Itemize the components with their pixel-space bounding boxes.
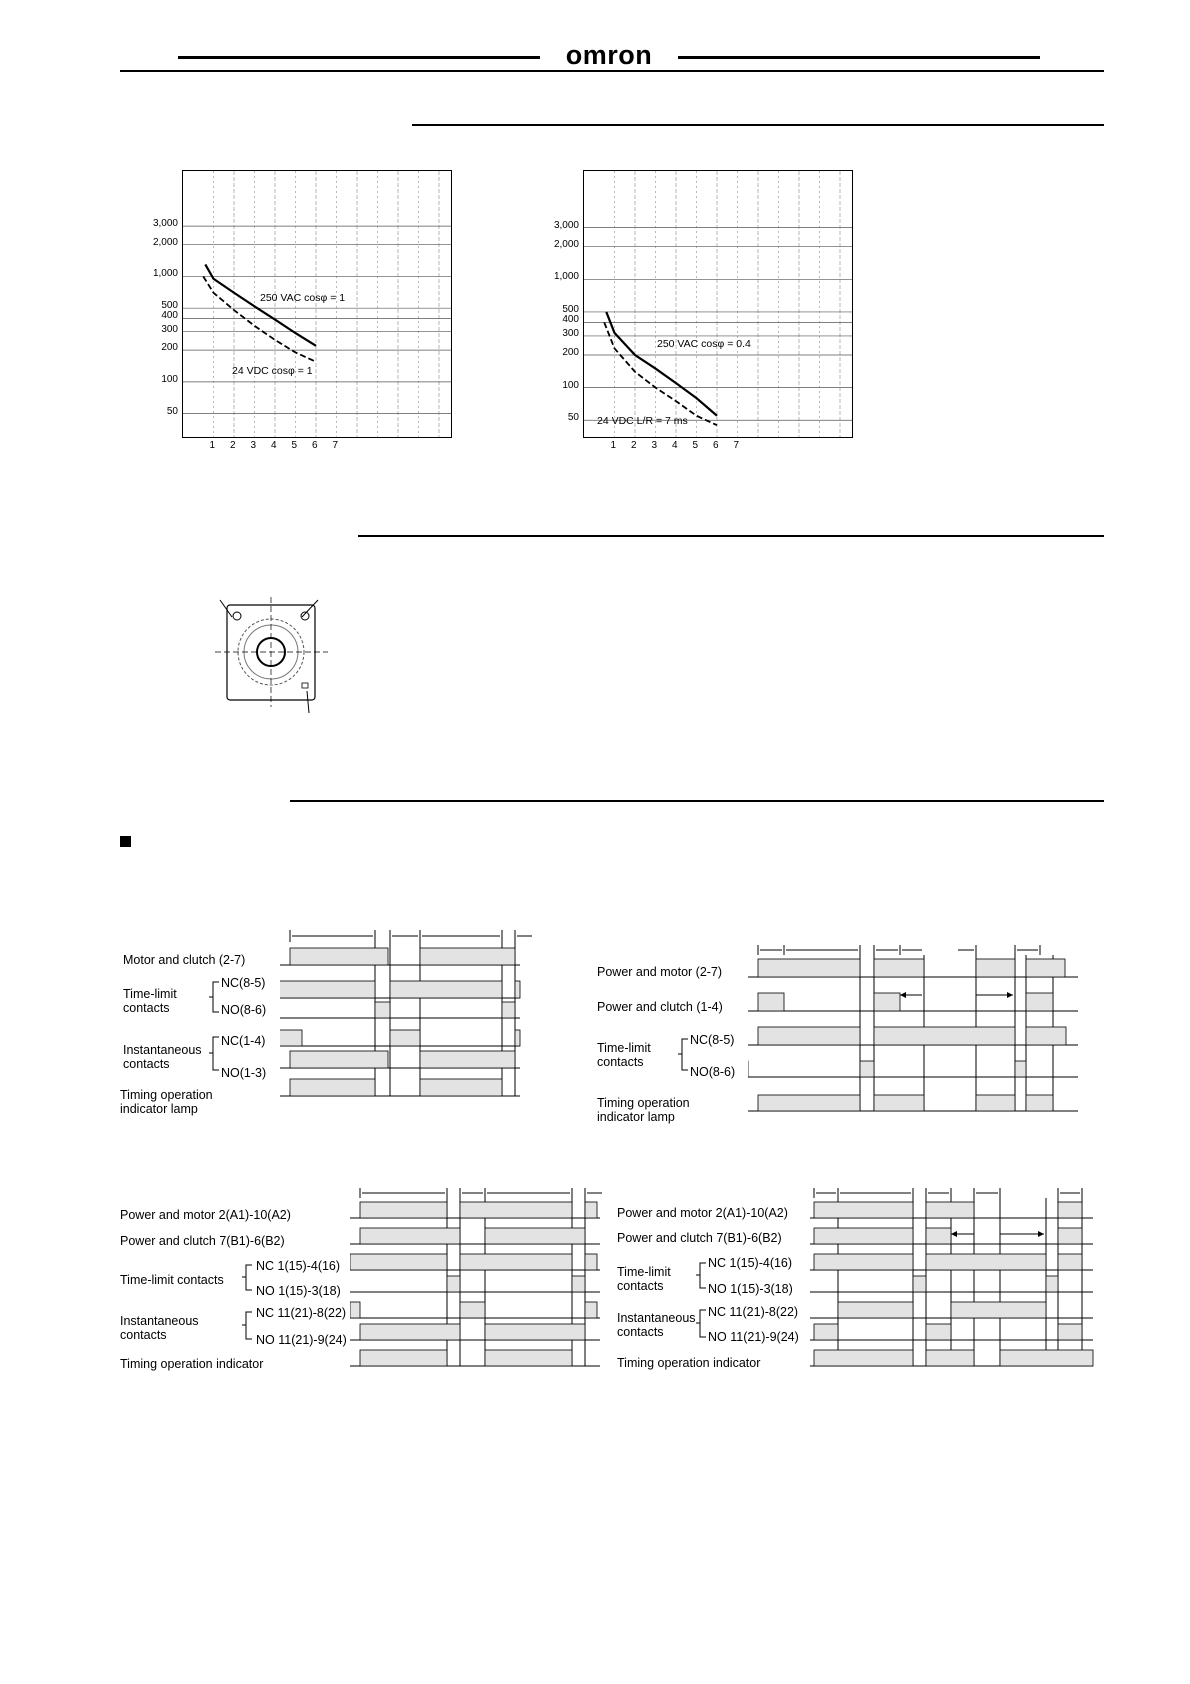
chart-1-ytick: 500 — [161, 300, 178, 312]
chart-1-xtick: 2 — [230, 440, 236, 451]
section-rule-1 — [412, 124, 1104, 126]
timing-chart-c — [350, 1188, 610, 1378]
chart-1-ytick: 300 — [161, 323, 178, 335]
timing-chart-b — [748, 945, 1078, 1125]
timing-d-label-no-11-21-9-24: NO 11(21)-9(24) — [708, 1330, 799, 1344]
chart-1-xtick: 4 — [271, 440, 277, 451]
chart-1-ytick: 2,000 — [152, 236, 178, 248]
timing-b-label-indicator: Timing operation — [597, 1096, 690, 1110]
chart-2-xtick: 1 — [610, 440, 617, 451]
chart-2-plot — [584, 171, 852, 437]
chart-2-ytick: 1,000 — [553, 271, 579, 283]
chart-1-annotation-ac: 250 VAC cosφ = 1 — [260, 292, 346, 304]
chart-2-xtick: 2 — [631, 440, 637, 451]
chart-2-ytick: 100 — [562, 379, 579, 391]
timing-b-label-indicator-lamp: indicator lamp — [597, 1110, 675, 1124]
timing-b-label-time-limit-contacts: contacts — [597, 1055, 644, 1069]
chart-2-ytick: 2,000 — [553, 238, 579, 250]
timing-d-label-power-motor: Power and motor 2(A1)-10(A2) — [617, 1206, 788, 1220]
timing-c-label-no-1-15-3-18: NO 1(15)-3(18) — [256, 1284, 341, 1298]
timing-c-label-power-clutch: Power and clutch 7(B1)-6(B2) — [120, 1234, 285, 1248]
chart-2-ytick: 3,000 — [553, 219, 579, 231]
timing-d-label-instantaneous: Instantaneous — [617, 1311, 696, 1325]
timing-c-label-instantaneous-contacts: contacts — [120, 1328, 167, 1342]
section-bullet — [120, 836, 131, 847]
timing-b-label-power-clutch: Power and clutch (1-4) — [597, 1000, 723, 1014]
timing-chart-a — [280, 930, 540, 1130]
chart-1-ytick: 400 — [161, 310, 178, 322]
timing-b-label-no-8-6: NO(8-6) — [690, 1065, 736, 1079]
timing-a-label-time-limit-contacts: contacts — [123, 1001, 170, 1015]
header-rule-right — [678, 56, 1040, 59]
chart-1-ytick: 200 — [161, 342, 178, 354]
timing-d-label-no-1-15-3-18: NO 1(15)-3(18) — [708, 1282, 793, 1296]
chart-1-xtick: 3 — [250, 440, 257, 451]
chart-2-ytick: 400 — [562, 314, 579, 326]
timing-c-label-no-11-21-9-24: NO 11(21)-9(24) — [256, 1333, 347, 1347]
chart-1-ytick: 3,000 — [152, 218, 178, 230]
chart-1-xtick: 7 — [332, 440, 339, 451]
timing-c-label-instantaneous: Instantaneous — [120, 1314, 199, 1328]
timing-a-label-indicator-lamp: indicator lamp — [120, 1102, 198, 1116]
chart-2-ytick: 300 — [562, 327, 579, 339]
header-rule-left — [178, 56, 540, 59]
timing-d-label-indicator: Timing operation indicator — [617, 1356, 761, 1370]
section-rule-2 — [358, 535, 1104, 537]
brand-logo: omron — [565, 40, 653, 70]
chart-2-series-1 — [606, 312, 717, 416]
socket-drawing — [210, 595, 330, 725]
chart-1-ytick: 1,000 — [152, 268, 178, 280]
chart-2-xtick: 7 — [733, 440, 740, 451]
timing-a-label-no-1-3: NO(1-3) — [221, 1066, 267, 1080]
timing-b-label-time-limit: Time-limit — [597, 1041, 651, 1055]
timing-b-label-nc-8-5: NC(8-5) — [690, 1033, 735, 1047]
timing-a-label-motor-clutch: Motor and clutch (2-7) — [123, 953, 246, 967]
chart-2-ytick: 500 — [562, 303, 579, 315]
timing-a-label-instantaneous: Instantaneous — [123, 1043, 202, 1057]
timing-c-label-time-limit-contacts: Time-limit contacts — [120, 1273, 224, 1287]
chart-1-annotation-dc: 24 VDC cosφ = 1 — [232, 365, 313, 377]
chart-2-xtick: 3 — [651, 440, 658, 451]
chart-2-annotation-ac: 250 VAC cosφ = 0.4 — [657, 338, 751, 350]
timing-a-label-instantaneous-contacts: contacts — [123, 1057, 170, 1071]
timing-d-label-power-clutch: Power and clutch 7(B1)-6(B2) — [617, 1231, 782, 1245]
timing-chart-d — [810, 1188, 1100, 1378]
timing-c-label-power-motor: Power and motor 2(A1)-10(A2) — [120, 1208, 291, 1222]
timing-a-brackets — [203, 980, 223, 1080]
timing-d-label-nc-11-21-8-22: NC 11(21)-8(22) — [708, 1305, 799, 1319]
chart-2-xtick: 4 — [672, 440, 678, 451]
timing-a-label-nc-8-5: NC(8-5) — [221, 976, 266, 990]
chart-1-ytick: 100 — [161, 373, 178, 385]
chart-2-annotation-dc: 24 VDC L/R = 7 ms — [597, 415, 688, 427]
timing-b-bracket — [672, 1037, 692, 1077]
timing-a-label-time-limit: Time-limit — [123, 987, 177, 1001]
timing-c-brackets — [236, 1262, 256, 1352]
chart-1-xtick: 6 — [312, 440, 318, 451]
chart-2-ytick: 50 — [567, 412, 579, 424]
chart-1-xtick: 5 — [291, 440, 298, 451]
chart-2-ytick: 200 — [562, 347, 579, 358]
chart-2-xtick: 5 — [692, 440, 699, 451]
chart-1-series-2 — [203, 276, 316, 361]
timing-d-label-nc-1-15-4-16: NC 1(15)-4(16) — [708, 1256, 793, 1270]
timing-c-label-nc-11-21-8-22: NC 11(21)-8(22) — [256, 1306, 347, 1320]
chart-1-ytick: 50 — [166, 405, 178, 417]
chart-2-xtick: 6 — [713, 440, 719, 451]
section-rule-3 — [290, 800, 1104, 802]
timing-a-label-indicator: Timing operation — [120, 1088, 213, 1102]
timing-c-label-indicator: Timing operation indicator — [120, 1357, 264, 1371]
timing-d-label-time-limit-contacts: contacts — [617, 1279, 664, 1293]
chart-1-xtick: 1 — [209, 440, 216, 451]
header-underline — [120, 70, 1104, 72]
chart-2 — [583, 170, 853, 438]
timing-d-label-time-limit: Time-limit — [617, 1265, 671, 1279]
timing-b-label-power-motor: Power and motor (2-7) — [597, 965, 723, 979]
timing-a-label-no-8-6: NO(8-6) — [221, 1003, 267, 1017]
timing-d-brackets — [690, 1260, 710, 1350]
timing-c-label-nc-1-15-4-16: NC 1(15)-4(16) — [256, 1259, 341, 1273]
timing-a-label-nc-1-4: NC(1-4) — [221, 1034, 266, 1048]
timing-d-label-instantaneous-contacts: contacts — [617, 1325, 664, 1339]
